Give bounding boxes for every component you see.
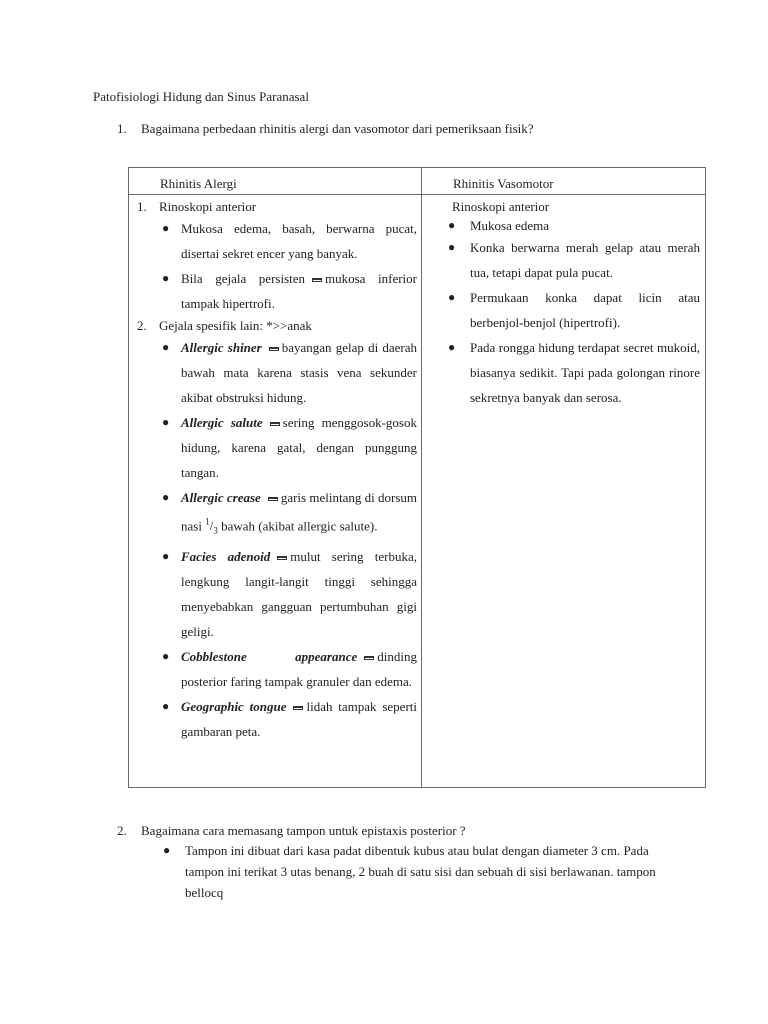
rhinitis-alergi-cell xyxy=(135,197,417,744)
arrow-icon xyxy=(269,347,279,351)
header-rhinitis-vasomotor: Rhinitis Vasomotor xyxy=(453,176,554,191)
list-item: ● Allergic shiner bayangan gelap di daerah bawah mata karena stasis vena sekunder akibat obstruksi hidung. xyxy=(135,335,417,410)
list-item: ● Mukosa edema, basah, berwarna pucat, disertai sekret encer yang banyak. xyxy=(135,216,417,266)
section-rinoskopi-vasomotor: Rinoskopi anterior xyxy=(452,199,550,214)
list-item: ● Konka berwarna merah gelap atau merah tua, tetapi dapat pula pucat. xyxy=(440,235,700,285)
bullet-icon: ● xyxy=(162,271,170,285)
list-item: ● Permukaan konka dapat licin atau berbenjol-benjol (hipertrofi). xyxy=(440,285,700,335)
list-item: ● Allergic salute sering menggosok-gosok hidung, karena gatal, dengan punggung tangan. xyxy=(135,410,417,485)
page-title: Patofisiologi Hidung dan Sinus Paranasal xyxy=(93,89,309,104)
bullet-icon: ● xyxy=(162,221,170,235)
bullet-icon: ● xyxy=(162,648,170,663)
list-item: ● Tampon ini dibuat dari kasa padat dibentuk kubus atau bulat dengan diameter 3 cm. Pada tampon ini terikat 3 utas benang, 2 buah di satu sisi dan sebuah di sisi berlawanan. tampon bellocq xyxy=(163,840,683,903)
bullet-icon: ● xyxy=(162,340,170,354)
bullet-icon: ● xyxy=(162,415,170,429)
rhinitis-vasomotor-cell xyxy=(440,197,700,410)
arrow-icon xyxy=(277,556,287,560)
arrow-icon xyxy=(364,656,374,660)
arrow-icon xyxy=(268,497,278,501)
bullet-icon: ● xyxy=(162,490,170,504)
list-item: ● Allergic crease garis melintang di dorsum nasi $^1/_3$ bawah (akibat allergic salute). xyxy=(135,485,417,544)
arrow-icon xyxy=(270,422,280,426)
bullet-icon: ● xyxy=(448,218,456,232)
list-item: ● Bila gejala persisten mukosa inferior tampak hipertrofi. xyxy=(135,266,417,316)
bullet-icon: ● xyxy=(162,548,170,563)
bullet-icon: ● xyxy=(163,843,171,857)
header-rhinitis-alergi: Rhinitis Alergi xyxy=(160,176,237,191)
fraction: $^1/_3$ xyxy=(205,517,218,536)
arrow-icon xyxy=(312,278,322,282)
section-rinoskopi: 1. Rinoskopi anterior xyxy=(137,199,257,214)
list-item: ● Mukosa edema xyxy=(448,218,550,233)
arrow-icon xyxy=(293,706,303,710)
bullet-icon: ● xyxy=(448,290,456,304)
list-item: ● Geographic tongue lidah tampak seperti gambaran peta. xyxy=(135,694,417,744)
table-column-divider xyxy=(421,167,422,788)
question-1-number: 1. xyxy=(117,121,127,136)
list-item: ● Cobblestone appearance dinding posterior faring tampak granuler dan edema. xyxy=(135,644,417,694)
list-item: ● Pada rongga hidung terdapat secret mukoid, biasanya sedikit. Tapi pada golongan rinore sekretnya banyak dan serosa. xyxy=(440,335,700,410)
question-2-text: Bagaimana cara memasang tampon untuk epistaxis posterior ? xyxy=(141,823,466,838)
question-1-text: Bagaimana perbedaan rhinitis alergi dan vasomotor dari pemeriksaan fisik? xyxy=(141,121,534,136)
list-item: ● Facies adenoid mulut sering terbuka, lengkung langit-langit tinggi sehingga menyebabkan gangguan pertumbuhan gigi geligi. xyxy=(135,544,417,644)
question-2-number: 2. xyxy=(117,823,127,838)
bullet-icon: ● xyxy=(448,340,456,354)
bullet-icon: ● xyxy=(162,698,170,713)
table-header-divider xyxy=(128,194,706,195)
section-gejala-spesifik: 2. Gejala spesifik lain: *>>anak xyxy=(137,318,312,333)
bullet-icon: ● xyxy=(448,240,456,254)
